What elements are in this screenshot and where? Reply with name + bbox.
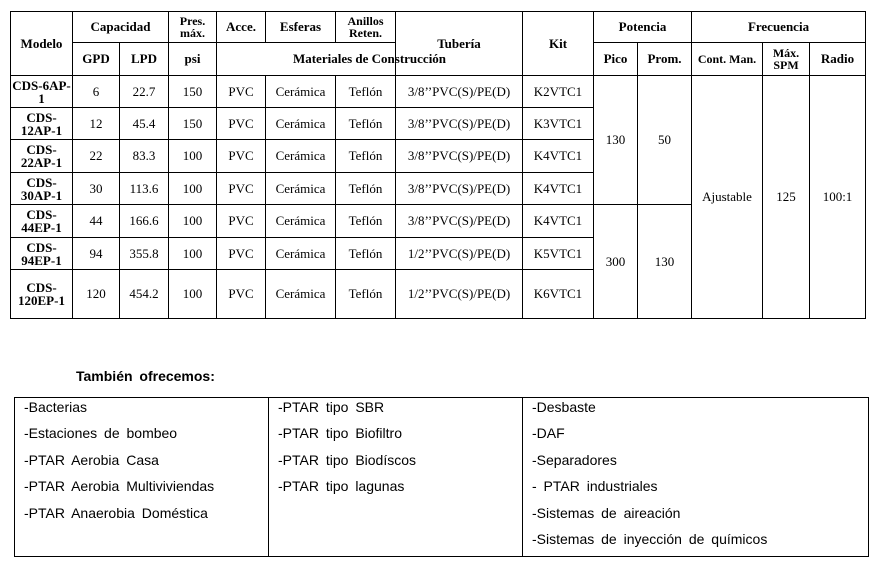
kit-cell: K5VTC1	[523, 238, 594, 270]
tuberia-cell: 3/8’’PVC(S)/PE(D)	[396, 173, 523, 205]
list-item: -PTAR tipo Biofiltro	[278, 425, 402, 442]
header-modelo: Modelo	[11, 12, 73, 76]
list-item: -Desbaste	[532, 399, 596, 415]
lpd-cell: 454.2	[120, 270, 169, 319]
model-cell: CDS-30AP-1	[11, 173, 73, 205]
anillos-cell: Teflón	[336, 76, 396, 108]
tuberia-cell: 3/8’’PVC(S)/PE(D)	[396, 140, 523, 173]
offer-title: También ofrecemos:	[76, 368, 215, 384]
psi-cell: 100	[169, 238, 217, 270]
header-capacidad: Capacidad	[73, 12, 169, 43]
lpd-cell: 22.7	[120, 76, 169, 108]
esferas-cell: Cerámica	[266, 140, 336, 173]
header-esferas: Esferas	[266, 12, 336, 43]
list-item: -DAF	[532, 425, 565, 442]
kit-cell: K4VTC1	[523, 205, 594, 238]
gpd-cell: 44	[73, 205, 120, 238]
prom-cell: 130	[638, 205, 692, 319]
header-anillos: Anillos Reten.	[336, 12, 396, 43]
anillos-cell: Teflón	[336, 238, 396, 270]
prom-cell: 50	[638, 76, 692, 205]
header-pres: Pres. máx.	[169, 12, 217, 43]
list-item: -PTAR Anaerobia Doméstica	[24, 504, 208, 521]
offer-table	[14, 397, 869, 557]
model-cell: CDS-6AP-1	[12, 77, 71, 106]
psi-cell: 100	[169, 173, 217, 205]
acce-cell: PVC	[217, 270, 266, 319]
esferas-cell: Cerámica	[266, 76, 336, 108]
kit-cell: K4VTC1	[523, 173, 594, 205]
gpd-cell: 120	[73, 270, 120, 319]
esferas-cell: Cerámica	[266, 173, 336, 205]
kit-cell: K4VTC1	[523, 140, 594, 173]
tuberia-cell: 3/8’’PVC(S)/PE(D)	[396, 205, 523, 238]
model-cell: CDS-120EP-1	[11, 270, 73, 319]
tuberia-cell: 3/8’’PVC(S)/PE(D)	[396, 76, 523, 108]
cont-man-cell: Ajustable	[692, 76, 763, 319]
acce-cell: PVC	[217, 76, 266, 108]
header-max-spm: Máx. SPM	[763, 43, 810, 76]
header-kit: Kit	[523, 12, 594, 76]
header-tuberia: Tubería	[396, 12, 523, 76]
model-cell: CDS-12AP-1	[11, 108, 73, 140]
esferas-cell: Cerámica	[266, 238, 336, 270]
lpd-cell: 113.6	[120, 173, 169, 205]
acce-cell: PVC	[217, 108, 266, 140]
tuberia-cell: 3/8’’PVC(S)/PE(D)	[396, 108, 523, 140]
acce-cell: PVC	[217, 205, 266, 238]
psi-cell: 100	[169, 140, 217, 173]
spec-table	[10, 11, 866, 319]
gpd-cell: 94	[73, 238, 120, 270]
list-item: -Sistemas de aireación	[532, 504, 681, 521]
max-spm-cell: 125	[763, 76, 810, 319]
header-cont-man: Cont. Man.	[692, 43, 763, 76]
kit-cell: K3VTC1	[523, 108, 594, 140]
header-radio: Radio	[810, 43, 866, 76]
gpd-cell: 6	[73, 76, 120, 108]
esferas-cell: Cerámica	[266, 205, 336, 238]
list-item: -PTAR Aerobia Casa	[24, 451, 159, 468]
esferas-cell: Cerámica	[266, 108, 336, 140]
acce-cell: PVC	[217, 173, 266, 205]
header-materiales: Materiales de Construcción	[217, 43, 523, 76]
psi-cell: 100	[169, 270, 217, 319]
header-prom: Prom.	[638, 43, 692, 76]
header-lpd: LPD	[120, 43, 169, 76]
gpd-cell: 22	[73, 140, 120, 173]
header-psi: psi	[169, 43, 217, 76]
header-gpd: GPD	[73, 43, 120, 76]
list-item: -PTAR Aerobia Multiviviendas	[24, 478, 215, 495]
anillos-cell: Teflón	[336, 173, 396, 205]
psi-cell: 150	[169, 76, 217, 108]
header-frecuencia: Frecuencia	[692, 12, 866, 43]
acce-cell: PVC	[217, 238, 266, 270]
kit-cell: K6VTC1	[523, 270, 594, 319]
pico-cell: 130	[594, 76, 638, 205]
offer-column-1	[15, 398, 269, 557]
lpd-cell: 83.3	[120, 140, 169, 173]
tuberia-cell: 1/2’’PVC(S)/PE(D)	[396, 270, 523, 319]
list-item: -PTAR tipo lagunas	[278, 478, 405, 495]
anillos-cell: Teflón	[336, 108, 396, 140]
model-cell: CDS-44EP-1	[11, 205, 73, 238]
tuberia-cell: 1/2’’PVC(S)/PE(D)	[396, 238, 523, 270]
offer-column-3	[523, 398, 869, 557]
radio-cell: 100:1	[810, 76, 866, 319]
table-row	[11, 76, 866, 108]
anillos-cell: Teflón	[336, 140, 396, 173]
list-item: -Estaciones de bombeo	[24, 425, 178, 442]
header-acce: Acce.	[217, 12, 266, 43]
lpd-cell: 166.6	[120, 205, 169, 238]
anillos-cell: Teflón	[336, 205, 396, 238]
kit-cell: K2VTC1	[523, 76, 594, 108]
header-row-1	[11, 12, 866, 43]
list-item: -PTAR tipo Biodíscos	[278, 451, 417, 468]
header-pico: Pico	[594, 43, 638, 76]
gpd-cell: 12	[73, 108, 120, 140]
psi-cell: 100	[169, 205, 217, 238]
header-potencia: Potencia	[594, 12, 692, 43]
list-item: -Bacterias	[24, 399, 88, 415]
lpd-cell: 355.8	[120, 238, 169, 270]
lpd-cell: 45.4	[120, 108, 169, 140]
offer-column-2	[269, 398, 523, 557]
gpd-cell: 30	[73, 173, 120, 205]
acce-cell: PVC	[217, 140, 266, 173]
list-item: - PTAR industriales	[532, 478, 658, 495]
model-cell: CDS-22AP-1	[11, 140, 73, 173]
list-item: -Separadores	[532, 451, 617, 468]
esferas-cell: Cerámica	[266, 270, 336, 319]
pico-cell: 300	[594, 205, 638, 319]
model-cell: CDS-94EP-1	[11, 238, 73, 270]
list-item: -Sistemas de inyección de químicos	[532, 530, 768, 547]
anillos-cell: Teflón	[336, 270, 396, 319]
psi-cell: 150	[169, 108, 217, 140]
list-item: -PTAR tipo SBR	[278, 399, 385, 415]
